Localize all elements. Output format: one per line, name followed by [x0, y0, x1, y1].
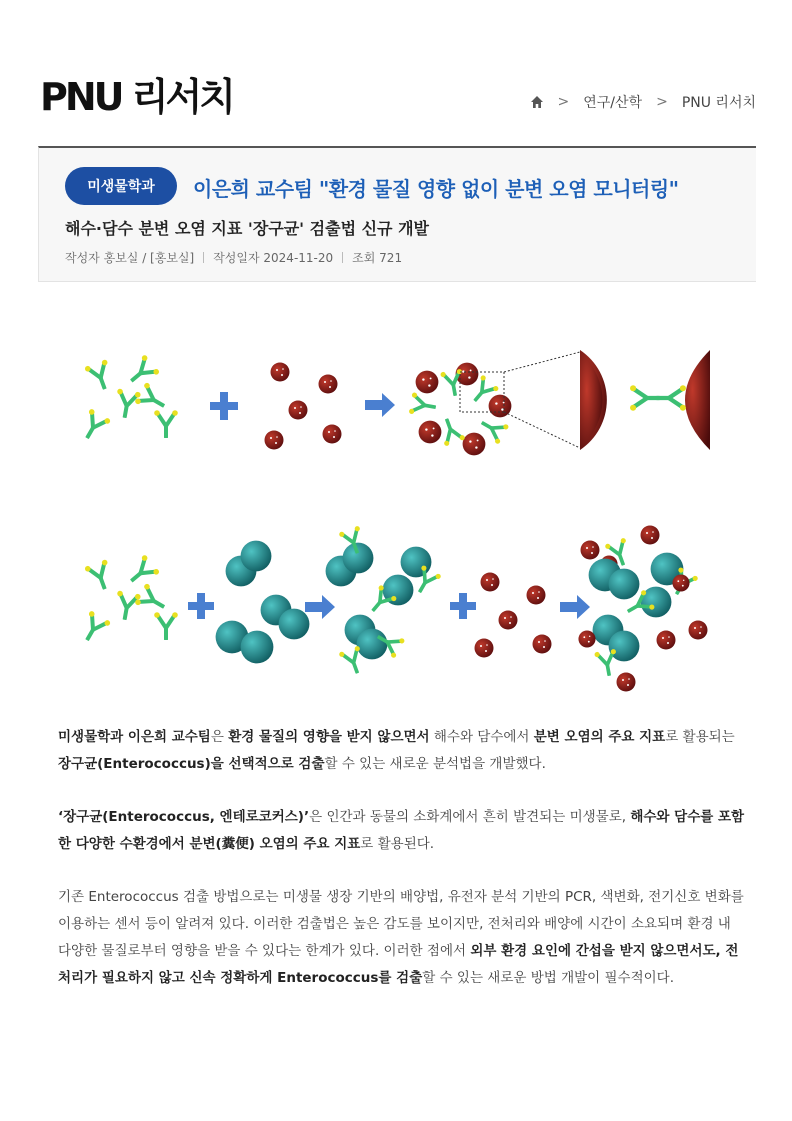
text-segment: 할 수 있는 새로운 분석법을 개발했다.: [324, 756, 546, 772]
antibody-bacteria-complex: [326, 525, 442, 675]
bold-text-segment: 해수와 담수를 포함한 다양한 수환경에서 분변(糞便) 오염의 주요 지표: [58, 809, 745, 852]
paragraph-1: [58, 724, 748, 778]
text-segment: 로 활용되는: [665, 729, 735, 745]
zoomed-binding-detail: [580, 350, 710, 450]
views-label: 조회: [352, 251, 376, 265]
date-value: 2024-11-20: [263, 250, 334, 265]
text-segment: 해수와 담수에서: [429, 729, 534, 745]
text-segment: 기존 Enterococcus 검출 방법으로는 미생물 생장 기반의 배양법, 유전자 분석 기반의 PCR, 색변화, 전기신호 변화를 이용하는 센서 등이 알려져 있다. 이러한 검출법은 높은 감도를 보이지만, 전처리와 배양에 시간이 소요되며 환경 내 다양한 물질로부터 영향을 받을 수 있다는 한계가 있다. 이러한 점에서: [58, 889, 744, 959]
article-body: [58, 724, 748, 1018]
paragraph-3: [58, 884, 748, 992]
arrow-right-icon: [365, 393, 395, 417]
date-label: 작성일자: [213, 251, 260, 265]
text-segment: 할 수 있는 새로운 방법 개발이 필수적이다.: [422, 970, 674, 986]
zoom-lines: [504, 352, 580, 448]
meta-divider: [203, 252, 204, 263]
author-label: 작성자: [65, 251, 100, 265]
article-title: 이은희 교수팀 "환경 물질 영향 없이 분변 오염 모니터링": [193, 177, 679, 201]
antibody-cluster: [77, 354, 178, 443]
article-subtitle: 해수·담수 분변 오염 지표 '장구균' 검출법 신규 개발: [65, 219, 429, 238]
meta-divider: [342, 252, 343, 263]
antibody-particle-complex: [409, 363, 512, 456]
red-particles: [475, 573, 552, 658]
site-title[interactable]: PNU 리서치: [40, 75, 233, 119]
plus-icon: [188, 593, 214, 619]
breadcrumb: [530, 92, 756, 112]
text-segment: 은 인간과 동물의 소화계에서 흔히 발견되는 미생물로,: [309, 809, 631, 825]
plus-icon: [450, 593, 476, 619]
bold-text-segment: 환경 물질의 영향을 받지 않으면서: [228, 729, 430, 745]
enterococcus-bacteria: [216, 541, 310, 664]
author-value: 홍보실 / [홍보실]: [103, 251, 195, 265]
chevron-right-icon: >: [656, 94, 668, 110]
arrow-right-icon: [560, 595, 590, 619]
paragraph-2: [58, 804, 748, 858]
bold-text-segment: 외부 환경 요인에 간섭을 받지 않으면서도, 전처리가 필요하지 않고 신속 정확하게 Enterococcus를 검출: [58, 943, 739, 986]
department-badge: 미생물학과: [65, 167, 177, 205]
antibody-cluster: [77, 554, 178, 645]
article-meta: [65, 249, 402, 266]
bold-text-segment: 장구균(Enterococcus)을 선택적으로 검출: [58, 756, 325, 772]
chevron-right-icon: >: [557, 94, 570, 110]
bold-text-segment: ‘장구균(Enterococcus, 엔테로코커스)’: [58, 809, 310, 825]
research-figure: [60, 330, 740, 700]
plus-icon: [210, 392, 238, 420]
sandwich-complex: [578, 526, 707, 692]
red-particles: [265, 363, 342, 450]
views-value: 721: [379, 250, 403, 265]
breadcrumb-item-research[interactable]: 연구/산학: [583, 95, 643, 111]
article-header: [38, 146, 756, 282]
bold-text-segment: 미생물학과 이은희 교수팀: [58, 729, 211, 745]
breadcrumb-item-pnu-research[interactable]: PNU 리서치: [681, 95, 756, 111]
text-segment: 로 활용된다.: [360, 836, 435, 852]
arrow-right-icon: [305, 595, 335, 619]
bold-text-segment: 분변 오염의 주요 지표: [533, 729, 666, 745]
text-segment: 은: [210, 729, 229, 745]
home-icon[interactable]: [530, 95, 544, 109]
